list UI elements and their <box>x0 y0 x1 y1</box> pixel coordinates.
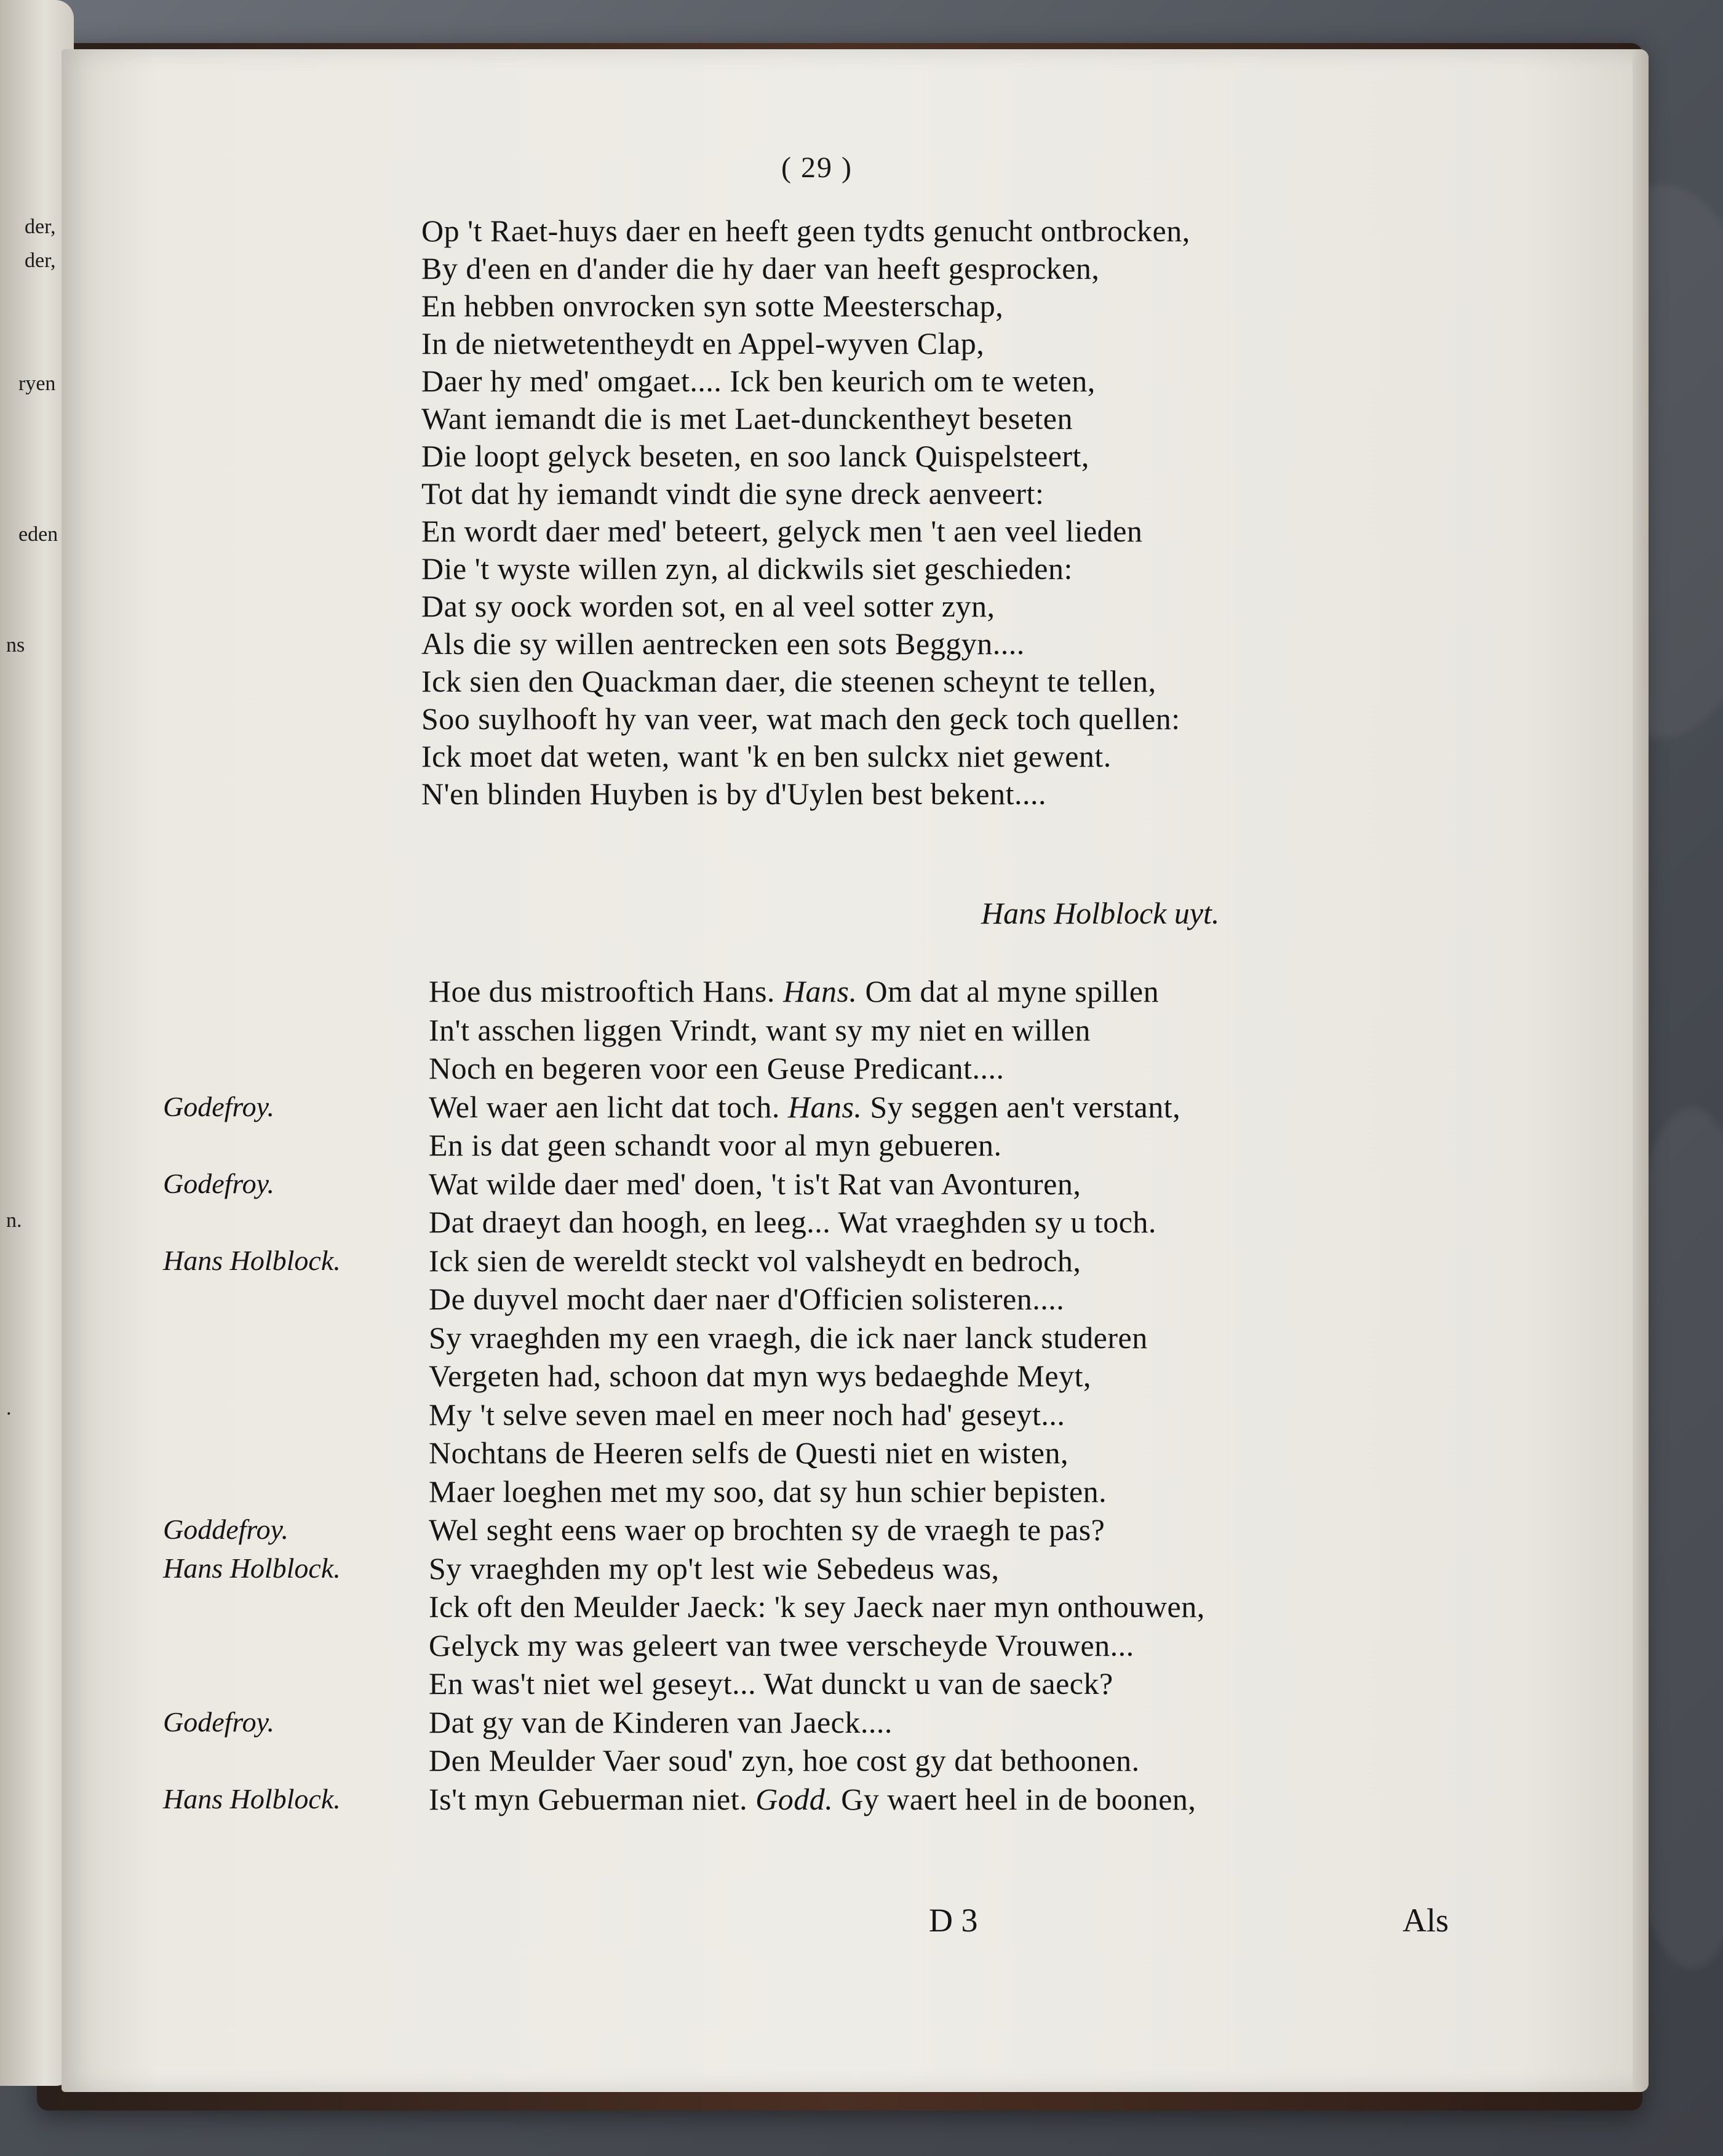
dialogue-line <box>429 1049 1005 1087</box>
line-segment: Noch en begeren voor een Geuse Predicant.... <box>429 1051 1005 1085</box>
verse-line: Want iemandt die is met Laet-dunckentheyt beseten <box>421 401 1073 436</box>
verse-line: Ick sien den Quackman daer, die steenen scheynt te tellen, <box>421 664 1156 698</box>
dialogue-line <box>429 1357 1091 1395</box>
dialogue-row <box>62 1472 1538 1511</box>
dialogue-row <box>62 1126 1538 1165</box>
dialogue-line <box>429 1741 1140 1779</box>
line-segment: En is dat geen schandt voor al myn gebueren. <box>429 1128 1002 1162</box>
verse-line: En hebben onvrocken syn sotte Meesterschap, <box>421 289 1004 323</box>
verse-line: Tot dat hy iemandt vindt die syne dreck aenveert: <box>421 476 1045 511</box>
verse-line: En wordt daer med' beteert, gelyck men 't aen veel lieden <box>421 514 1143 548</box>
dialogue-row <box>62 972 1538 1011</box>
speaker-cue: Hans. <box>782 974 858 1008</box>
line-segment: Hoe dus mistrooftich Hans. <box>429 974 783 1008</box>
verse-line: N'en blinden Huyben is by d'Uylen best bekent.... <box>421 777 1046 811</box>
line-segment: Den Meulder Vaer soud' zyn, hoe cost gy dat bethoonen. <box>429 1743 1140 1778</box>
line-segment: De duyvel mocht daer naer d'Officien solisteren.... <box>429 1282 1065 1316</box>
page-number: ( 29 ) <box>781 151 853 184</box>
line-segment: Wel waer aen licht dat toch. <box>429 1089 788 1124</box>
dialogue-line <box>429 1088 1180 1126</box>
dialogue-line <box>429 1165 1081 1203</box>
verse-line: Op 't Raet-huys daer en heeft geen tydts genucht ontbrocken, <box>421 214 1190 248</box>
verse-line: Daer hy med' omgaet.... Ick ben keurich om te weten, <box>421 364 1096 398</box>
line-segment: Vergeten had, schoon dat myn wys bedaeghde Meyt, <box>429 1359 1091 1393</box>
verse-line: Ick moet dat weten, want 'k en ben sulckx niet gewent. <box>421 739 1112 773</box>
left-fragment: n. <box>6 1209 22 1232</box>
dialogue-row <box>62 1664 1538 1703</box>
dialogue-row <box>62 1511 1538 1549</box>
line-segment: Gy waert heel in de boonen, <box>833 1781 1196 1816</box>
left-fragment: ryen <box>18 372 56 395</box>
dialogue-row <box>62 1088 1538 1127</box>
dialogue-row <box>62 1011 1538 1050</box>
dialogue-row <box>62 1434 1538 1472</box>
speaker-name: Hans Holblock. <box>163 1244 341 1276</box>
dialogue-row <box>62 1587 1538 1626</box>
verse-line: Dat sy oock worden sot, en al veel sotter zyn, <box>421 589 995 623</box>
left-fragment: eden <box>18 523 58 546</box>
left-fragment: ns <box>6 634 25 657</box>
verse-block <box>421 212 1529 813</box>
dialogue-row <box>62 1280 1538 1319</box>
dialogue-line <box>429 1780 1196 1818</box>
line-segment: Dat gy van de Kinderen van Jaeck.... <box>429 1704 893 1739</box>
line-segment: Sy vraeghden my op't lest wie Sebedeus was, <box>429 1551 1000 1586</box>
signature-mark: D 3 <box>929 1902 978 1939</box>
dialogue-line <box>429 1280 1064 1318</box>
speaker-cue: Hans. <box>787 1089 862 1124</box>
dialogue-line <box>429 1319 1148 1357</box>
line-segment: Wel seght eens waer op brochten sy de vraegh te pas? <box>429 1512 1105 1547</box>
line-segment: My 't selve seven mael en meer noch had' geseyt... <box>429 1397 1065 1432</box>
dialogue-line <box>429 1664 1113 1703</box>
dialogue-line <box>429 1242 1081 1280</box>
verse-line: By d'een en d'ander die hy daer van heeft gesprocken, <box>421 251 1100 285</box>
dialogue-row <box>62 1165 1538 1204</box>
speaker-name: Goddefroy. <box>163 1514 288 1545</box>
page-edge <box>1633 49 1649 2092</box>
verse-line: In de nietwetentheydt en Appel-wyven Clap, <box>421 326 985 361</box>
dialogue-row <box>62 1741 1538 1780</box>
speaker-name: Godefroy. <box>163 1167 274 1199</box>
dialogue-line <box>429 1511 1105 1549</box>
line-segment: En was't niet wel geseyt... Wat dunckt u van de saeck? <box>429 1666 1113 1701</box>
speaker-name: Hans Holblock. <box>163 1552 341 1584</box>
dialogue-row <box>62 1780 1538 1819</box>
left-fragment: . <box>6 1397 12 1419</box>
verse-line: Die 't wyste willen zyn, al dickwils siet geschieden: <box>421 551 1073 586</box>
verse-line: Die loopt gelyck beseten, en soo lanck Quispelsteert, <box>421 439 1089 473</box>
line-segment: Dat draeyt dan hoogh, en leeg... Wat vraeghden sy u toch. <box>429 1205 1156 1239</box>
verse-line: Als die sy willen aentrecken een sots Beggyn.... <box>421 626 1025 661</box>
dialogue-row <box>62 1242 1538 1280</box>
line-segment: Maer loeghen met my soo, dat sy hun schier bepisten. <box>429 1474 1107 1509</box>
dialogue-line <box>429 1395 1065 1434</box>
line-segment: Om dat al myne spillen <box>857 974 1160 1008</box>
dialogue-row <box>62 1703 1538 1742</box>
dialogue-row <box>62 1049 1538 1088</box>
verse-line: Soo suylhooft hy van veer, wat mach den geck toch quellen: <box>421 701 1180 736</box>
dialogue-line <box>429 1472 1107 1511</box>
line-segment: Nochtans de Heeren selfs de Questi niet en wisten, <box>429 1435 1068 1470</box>
dialogue-row <box>62 1319 1538 1357</box>
dialogue-line <box>429 1626 1134 1664</box>
line-segment: Wat wilde daer med' doen, 't is't Rat van Avonturen, <box>429 1166 1081 1201</box>
line-segment: Sy vraeghden my een vraegh, die ick naer lanck studeren <box>429 1320 1148 1355</box>
dialogue-row <box>62 1549 1538 1588</box>
dialogue-line <box>429 1011 1091 1049</box>
catchword: Als <box>1403 1902 1449 1939</box>
speaker-name: Godefroy. <box>163 1706 274 1738</box>
dialogue-line <box>429 1587 1205 1626</box>
line-segment: Gelyck my was geleert van twee verscheyde Vrouwen... <box>429 1627 1134 1663</box>
line-segment: Sy seggen aen't verstant, <box>862 1089 1181 1124</box>
line-segment: Is't myn Gebuerman niet. <box>429 1781 756 1816</box>
right-page <box>62 49 1649 2092</box>
left-fragment: der, <box>25 215 56 238</box>
line-segment: Ick sien de wereldt steckt vol valsheydt en bedroch, <box>429 1243 1081 1278</box>
dialogue-line <box>429 972 1159 1010</box>
dialogue-line <box>429 1203 1156 1241</box>
speaker-cue: Godd. <box>755 1781 834 1816</box>
dialogue-line <box>429 1549 1000 1587</box>
dialogue-row <box>62 1203 1538 1242</box>
line-segment: Ick oft den Meulder Jaeck: 'k sey Jaeck naer myn onthouwen, <box>429 1589 1205 1624</box>
dialogue-line <box>429 1703 893 1741</box>
speaker-name: Hans Holblock. <box>163 1783 341 1815</box>
dialogue-row <box>62 1357 1538 1395</box>
speaker-name: Godefroy. <box>163 1090 274 1122</box>
left-fragment: der, <box>25 249 56 272</box>
dialogue-block <box>62 972 1538 1818</box>
dialogue-row <box>62 1395 1538 1434</box>
line-segment: In't asschen liggen Vrindt, want sy my niet en willen <box>429 1012 1091 1047</box>
dialogue-line <box>429 1126 1001 1164</box>
dialogue-row <box>62 1626 1538 1665</box>
dialogue-line <box>429 1434 1068 1472</box>
stage-direction: Hans Holblock uyt. <box>981 896 1220 930</box>
